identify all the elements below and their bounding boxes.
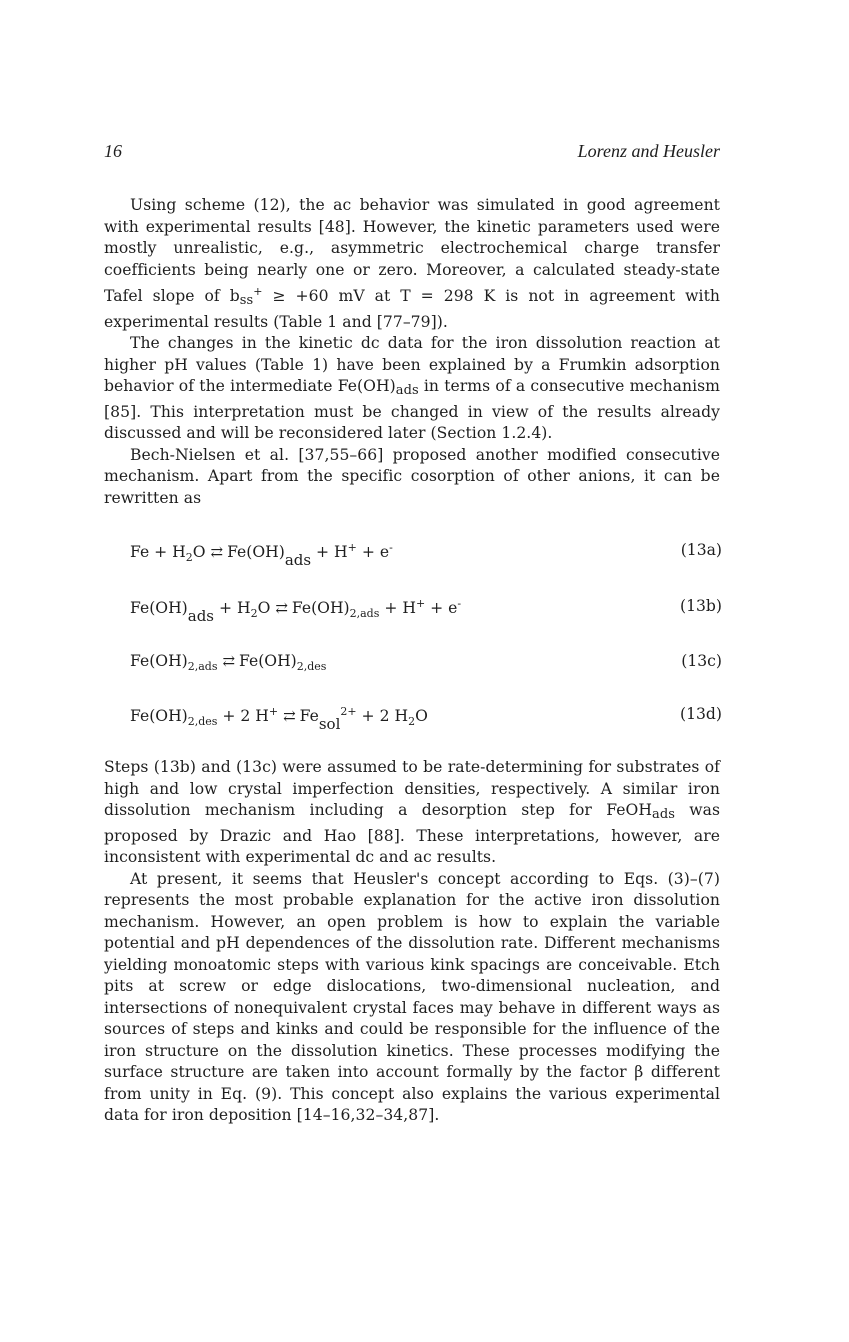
equation-term: 2 [250, 607, 258, 620]
equation-term: O [415, 707, 428, 725]
equation-term: Fe + H [130, 543, 186, 561]
equation-term: Fe(OH) [222, 543, 285, 561]
equation-row [104, 705, 720, 733]
equation-term: + H [214, 599, 251, 617]
equation-term: Fe(OH) [130, 652, 188, 670]
equation-term: + 2 H [217, 707, 269, 725]
equation-row [104, 597, 720, 625]
equilibrium-arrow-icon: ⇄ [275, 599, 287, 617]
equation-term: - [457, 597, 462, 610]
text-block-top [104, 195, 720, 509]
equation-term: 2,des [187, 715, 218, 728]
equation-term: 2 [408, 715, 416, 728]
page-header [104, 141, 720, 165]
equation-number: (13c) [681, 652, 722, 670]
equation-term: Fe(OH) [234, 652, 297, 670]
equation-term: 2,ads [187, 660, 218, 673]
equation-term: + H [311, 543, 348, 561]
equilibrium-arrow-icon: ⇄ [283, 707, 295, 725]
equation-term: + e [425, 599, 458, 617]
equation-term: - [389, 541, 393, 554]
equation-row [104, 541, 720, 569]
equation-term: Fe(OH) [286, 599, 350, 617]
equation-row [104, 652, 720, 680]
equation-term: + H [379, 599, 416, 617]
equation-term: Fe(OH) [130, 599, 188, 617]
equation-term: 2,ads [349, 607, 380, 620]
equation-term: 2+ [340, 705, 357, 718]
equation-term: ads [187, 607, 214, 625]
equation [130, 541, 393, 569]
running-head: Lorenz and Heusler [577, 141, 720, 161]
page-number: 16 [104, 141, 122, 161]
equation-term: sol [318, 715, 341, 733]
equation-number: (13a) [680, 541, 722, 559]
equation-number: (13d) [680, 705, 722, 723]
equation-term: 2 [185, 551, 193, 564]
paragraph: The changes in the kinetic dc data for the iron dissolution reaction at higher pH values (Table 1) have been explained by a Frumkin adsorption behavior of the intermediate Fe(OH)ads in terms of a consecutive mechanism [85]. This interpretation must be changed in view of the results already discussed and will be reconsidered later (Section 1.2.4). [104, 334, 720, 442]
equation-term: 2,des [296, 660, 327, 673]
equation-term: + 2 H [356, 707, 409, 725]
equation-term: + e [356, 543, 390, 561]
equilibrium-arrow-icon: ⇄ [222, 652, 235, 670]
equation [130, 652, 326, 673]
equilibrium-arrow-icon: ⇄ [210, 543, 223, 561]
equation-term: Fe [294, 707, 319, 725]
equation-term: + [268, 705, 279, 718]
paragraph: Steps (13b) and (13c) were assumed to be rate-determining for substrates of high and low crystal imperfection densities, respectively. A similar iron dissolution mechanism including a desorption step for FeOHads was proposed by Drazic and Hao [88]. These interpretations, however, are inconsistent with experimental dc and ac results. [104, 758, 721, 866]
equation-number: (13b) [680, 597, 722, 615]
equation [130, 597, 461, 625]
paragraph: At present, it seems that Heusler's concept according to Eqs. (3)–(7) represents the most probable explanation for the active iron dissolution mechanism. However, an open problem is how to explain the variable potential and pH dependences of the dissolution rate. Different mechanisms yielding monoatomic steps with various kink spacings are conceivable. Etch pits at screw or edge dislocations, two-dimensional nucleation, and intersections of nonequivalent crystal faces may behave in different ways as sources of steps and kinks and could be responsible for the influence of the iron structure on the dissolution kinetics. These processes modifying the surface structure are taken into account formally by the factor β different from unity in Eq. (9). This concept also explains the various experimental data for iron deposition [14–16,32–34,87]. [104, 869, 720, 1124]
equation-term: Fe(OH) [130, 707, 188, 725]
equation-term: O [257, 599, 276, 617]
equation-term: + [347, 541, 357, 554]
equation-term: + [415, 597, 426, 610]
paragraph: Using scheme (12), the ac behavior was simulated in good agreement with experimental results [48]. However, the kinetic parameters used were mostly unrealistic, e.g., asymmetric electrochemical charge transfer coefficients being nearly one or zero. Moreover, a calculated steady-state Tafel slope of bss+ ≥ +60 mV at T = 298 K is not in agreement with experimental results (Table 1 and [77–79]). [104, 196, 720, 331]
equation-term: O [192, 543, 211, 561]
equation-term: ads [284, 551, 312, 569]
paragraph: Bech-Nielsen et al. [37,55–66] proposed another modified consecutive mechanism. Apart from the specific cosorption of other anions, it can be rewritten as [104, 445, 720, 507]
text-block-bottom [104, 757, 720, 1127]
equation [130, 705, 428, 733]
